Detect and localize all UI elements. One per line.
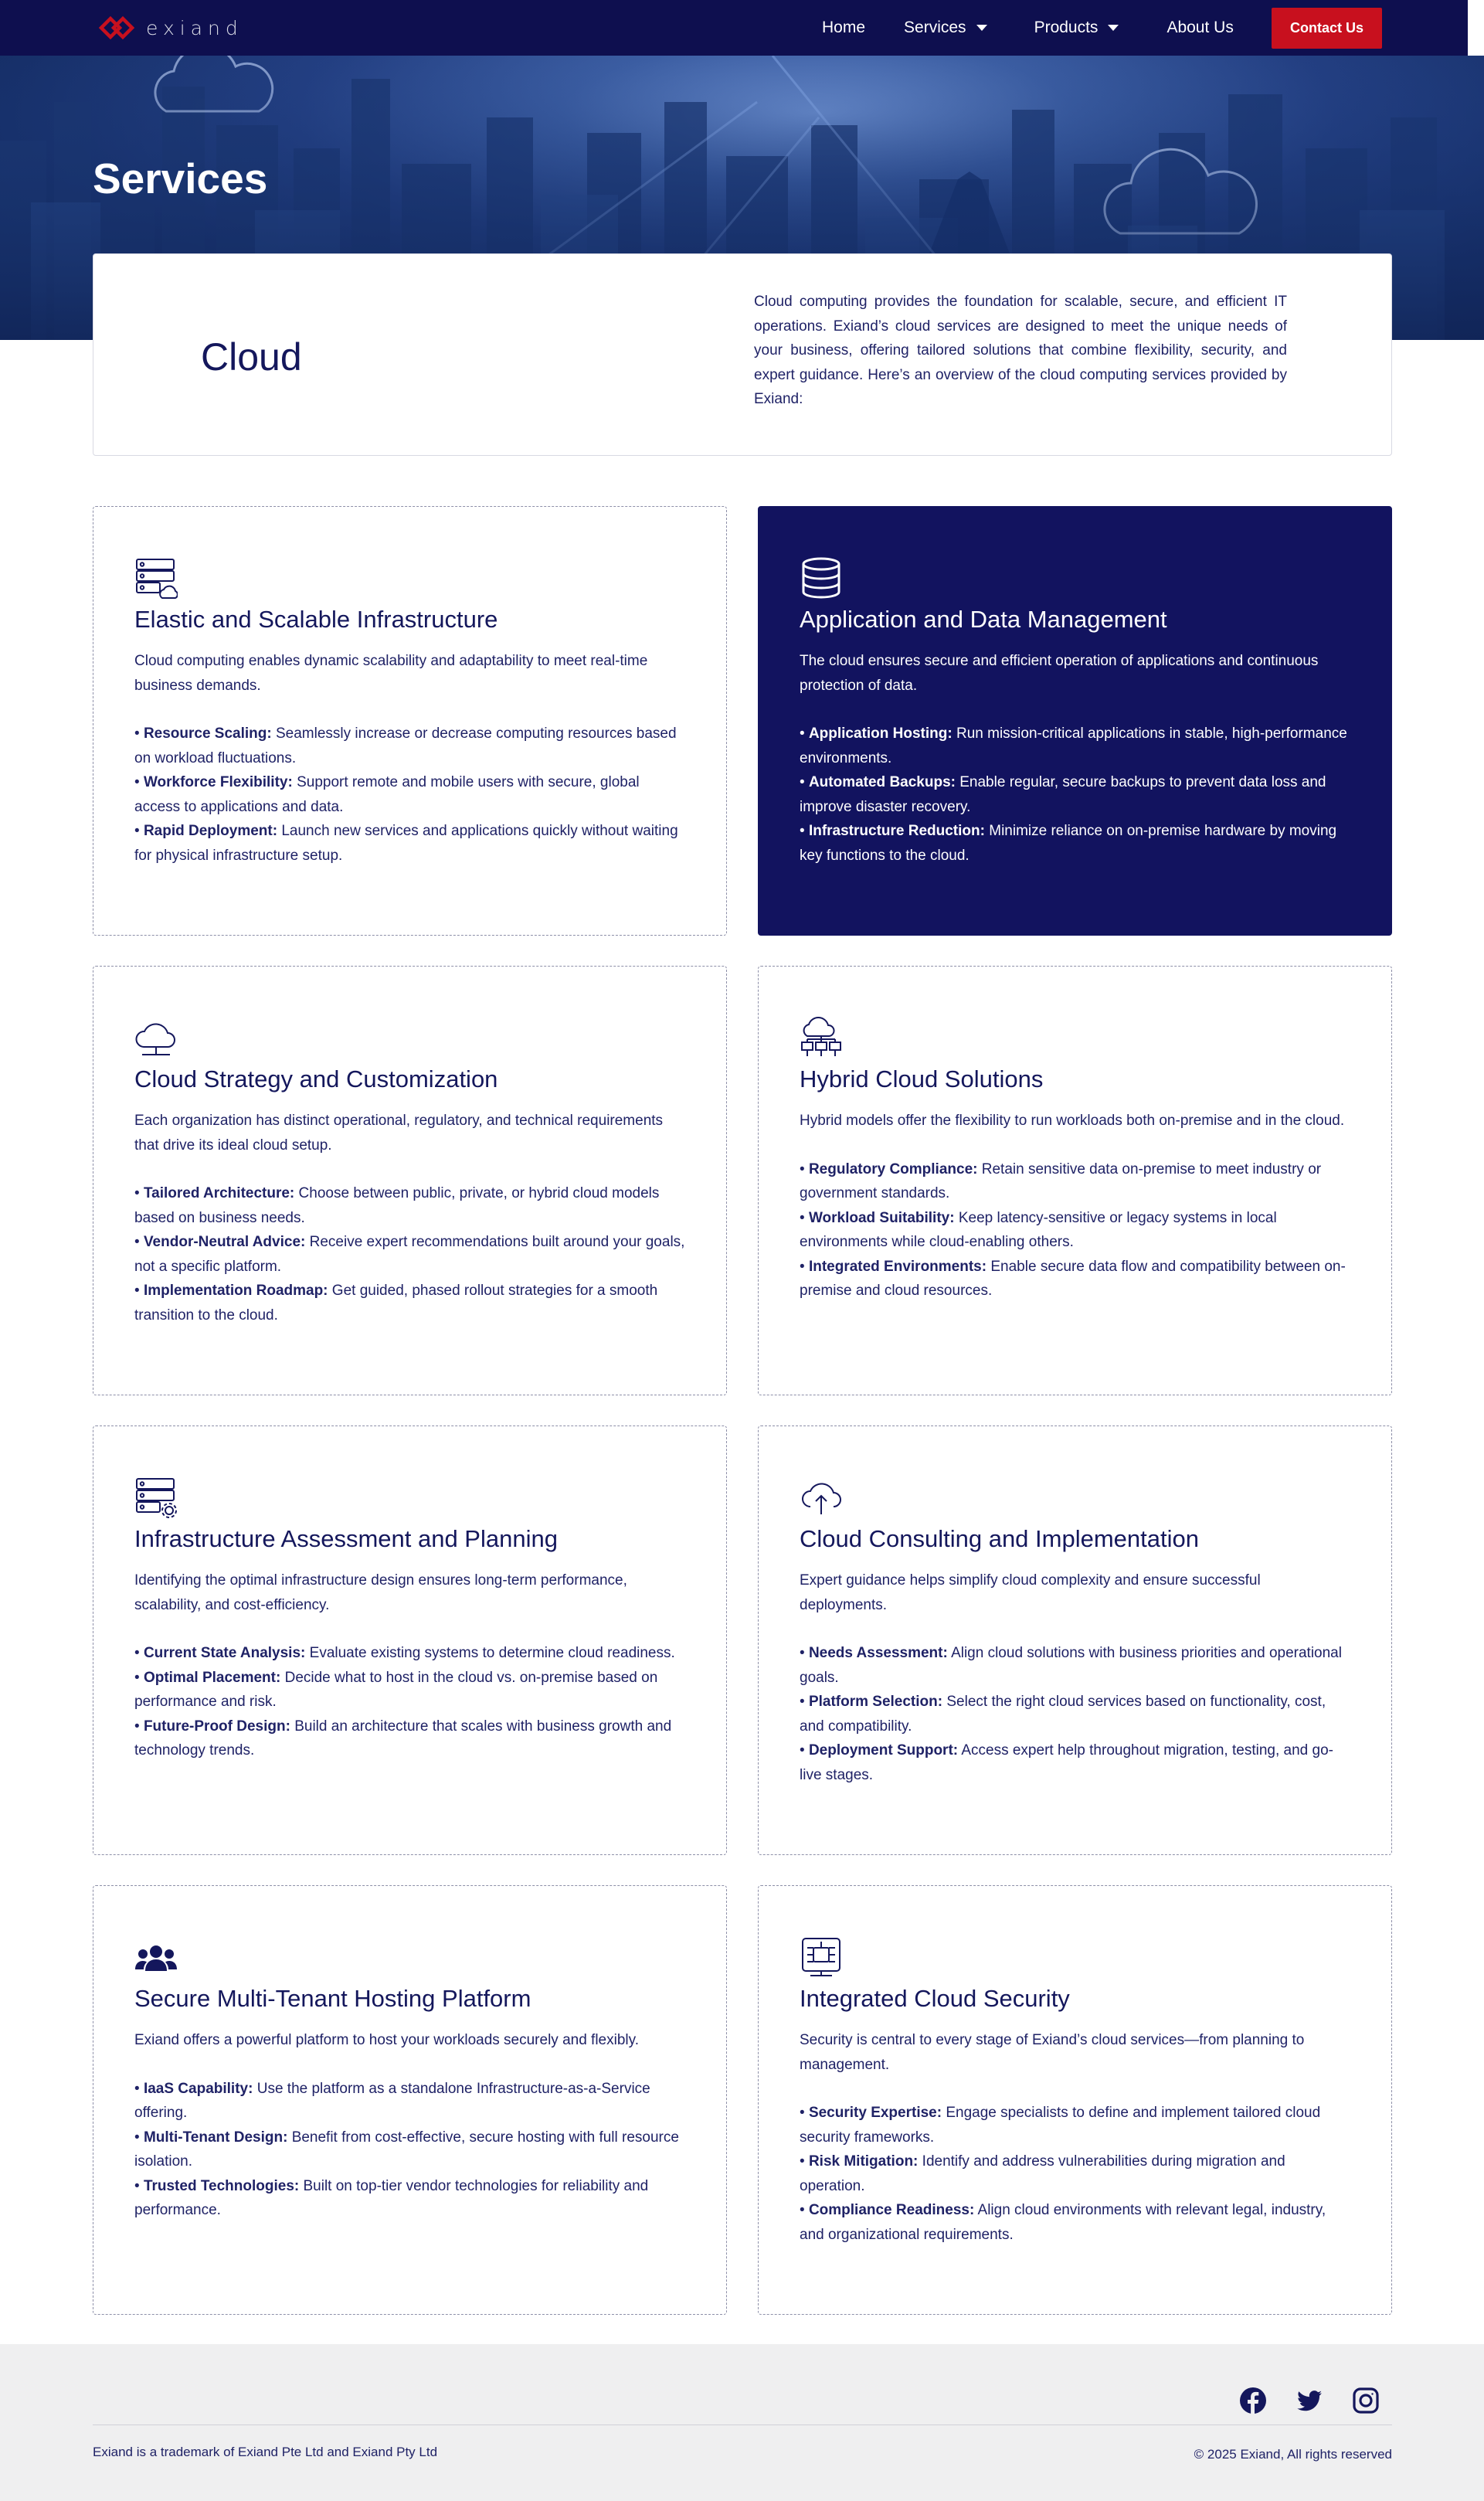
page-title: Services [93, 155, 268, 202]
list-item: • Security Expertise: Engage specialists to define and implement tailored cloud security frameworks. [800, 2105, 1321, 2146]
list-item: • Multi-Tenant Design: Benefit from cost-effective, secure hosting with full resource isolation. [134, 2129, 679, 2170]
contact-us-button[interactable]: Contact Us [1272, 8, 1382, 49]
bullet-term: Trusted Technologies: [143, 2177, 300, 2194]
list-item: • Resource Scaling: Seamlessly increase or decrease computing resources based on workload fluctuations. [134, 725, 677, 766]
service-card-assessment [93, 1426, 727, 1855]
card-bullet-list [134, 1641, 685, 1763]
card-title: Cloud Consulting and Implementation [800, 1525, 1199, 1552]
bullet-term: Integrated Environments: [808, 1258, 987, 1275]
bullet-text: Retain sensitive data on-premise to meet industry or government standards. [800, 1160, 1322, 1201]
nav-about[interactable] [1166, 19, 1233, 37]
list-item: • Workload Suitability: Keep latency-sensitive or legacy systems in local environments while cloud-enabling others. [800, 1209, 1277, 1250]
server-cloud-icon [134, 556, 178, 600]
chevron-down-icon [976, 25, 987, 31]
card-bullet-list [134, 722, 685, 868]
bullet-text: Keep latency-sensitive or legacy systems in local environments while cloud-enabling others. [800, 1209, 1277, 1250]
list-item: • Infrastructure Reduction: Minimize reliance on on-premise hardware by moving key functions to the cloud. [800, 823, 1337, 864]
bullet-text: Build an architecture that scales with business growth and technology trends. [134, 1718, 672, 1759]
bullet-text: Launch new services and applications quickly without waiting for physical infrastructure setup. [134, 823, 678, 864]
secure-chip-icon [800, 1935, 843, 1979]
bullet-term: Vendor-Neutral Advice: [143, 1234, 306, 1250]
card-bullet-list [800, 2101, 1350, 2247]
bullet-term: Future-Proof Design: [143, 1718, 290, 1735]
nav-home-label: Home [822, 19, 866, 36]
list-item: • Platform Selection: Select the right cloud services based on functionality, cost, and compatibility. [800, 1694, 1326, 1735]
bullet-text: Decide what to host in the cloud vs. on-premise based on performance and risk. [134, 1669, 658, 1710]
service-card-strategy [93, 966, 727, 1395]
nav-products-label: Products [1034, 19, 1099, 36]
bullet-text: Align cloud environments with relevant legal, industry, and organizational requirements. [800, 2202, 1326, 2243]
list-item: • Integrated Environments: Enable secure data flow and compatibility between on-premise and cloud resources. [800, 1258, 1346, 1299]
list-item: • Tailored Architecture: Choose between public, private, or hybrid cloud models based on business needs. [134, 1185, 660, 1226]
bullet-text: Choose between public, private, or hybrid cloud models based on business needs. [134, 1185, 660, 1226]
bullet-text: Built on top-tier vendor technologies for reliability and performance. [134, 2177, 649, 2218]
bullet-term: Regulatory Compliance: [808, 1160, 978, 1177]
server-gear-icon [134, 1476, 178, 1519]
card-description: Expert guidance helps simplify cloud complexity and ensure successful deployments. [800, 1572, 1261, 1613]
nav-services[interactable] [904, 19, 987, 37]
bullet-term: Tailored Architecture: [143, 1185, 295, 1201]
logo-diamond-icon [98, 11, 143, 45]
list-item: • Optimal Placement: Decide what to host in the cloud vs. on-premise based on performance and risk. [134, 1669, 658, 1710]
copyright-text: © 2025 Exiand, All rights reserved [1194, 2447, 1392, 2462]
bullet-text: Align cloud solutions with business priorities and operational goals. [800, 1645, 1342, 1686]
list-item: • Implementation Roadmap: Get guided, phased rollout strategies for a smooth transition to the cloud. [134, 1283, 658, 1324]
card-description: Security is central to every stage of Exiand’s cloud services—from planning to management. [800, 2032, 1305, 2073]
bullet-term: IaaS Capability: [143, 2080, 253, 2097]
bullet-term: Current State Analysis: [143, 1645, 306, 1661]
chevron-down-icon [1108, 25, 1119, 31]
service-card-hosting [93, 1885, 727, 2315]
service-card-elastic [93, 506, 727, 936]
card-description: The cloud ensures secure and efficient operation of applications and continuous protection of data. [800, 653, 1319, 694]
intro-card [93, 253, 1392, 456]
bullet-term: Needs Assessment: [808, 1645, 948, 1661]
list-item: • Current State Analysis: Evaluate existing systems to determine cloud readiness. [134, 1645, 675, 1661]
list-item: • Future-Proof Design: Build an architecture that scales with business growth and technology trends. [134, 1718, 672, 1759]
card-bullet-list [800, 1157, 1350, 1303]
bullet-text: Seamlessly increase or decrease computing resources based on workload fluctuations. [134, 725, 677, 766]
cloud-upload-icon [800, 1476, 843, 1519]
card-title: Elastic and Scalable Infrastructure [134, 606, 498, 633]
nav-products[interactable] [1034, 19, 1119, 37]
list-item: • Compliance Readiness: Align cloud environments with relevant legal, industry, and organizational requirements. [800, 2202, 1326, 2243]
logo-text: exiand [146, 16, 243, 39]
bullet-text: Evaluate existing systems to determine cloud readiness. [309, 1645, 675, 1661]
bullet-term: Workforce Flexibility: [143, 774, 293, 790]
bullet-term: Compliance Readiness: [808, 2202, 975, 2218]
bullet-term: Optimal Placement: [143, 1669, 281, 1686]
social-links [1239, 2387, 1380, 2414]
card-title: Hybrid Cloud Solutions [800, 1065, 1044, 1092]
bullet-text: Engage specialists to define and implement tailored cloud security frameworks. [800, 2105, 1321, 2146]
bullet-term: Platform Selection: [808, 1694, 943, 1710]
card-title: Cloud Strategy and Customization [134, 1065, 498, 1092]
list-item: • Vendor-Neutral Advice: Receive expert recommendations built around your goals, not a specific platform. [134, 1234, 685, 1275]
bullet-text: Support remote and mobile users with secure, global access to applications and data. [134, 774, 640, 815]
nav-about-label: About Us [1166, 19, 1234, 36]
service-card-consulting [758, 1426, 1392, 1855]
bullet-text: Receive expert recommendations built around your goals, not a specific platform. [134, 1234, 685, 1275]
list-item: • Deployment Support: Access expert help throughout migration, testing, and go-live stages. [800, 1742, 1333, 1783]
bullet-term: Security Expertise: [808, 2105, 942, 2121]
list-item: • Rapid Deployment: Launch new services and applications quickly without waiting for physical infrastructure setup. [134, 823, 678, 864]
card-description: Each organization has distinct operational, regulatory, and technical requirements that drive its ideal cloud setup. [134, 1113, 664, 1154]
card-bullet-list [800, 722, 1350, 868]
main-menu [822, 0, 1234, 56]
bullet-text: Get guided, phased rollout strategies for a smooth transition to the cloud. [134, 1283, 658, 1324]
card-title: Secure Multi-Tenant Hosting Platform [134, 1985, 531, 2012]
bullet-text: Use the platform as a standalone Infrastructure-as-a-Service offering. [134, 2080, 650, 2121]
twitter-icon[interactable] [1296, 2387, 1323, 2414]
list-item: • Risk Mitigation: Identify and address vulnerabilities during migration and operation. [800, 2153, 1285, 2194]
list-item: • IaaS Capability: Use the platform as a standalone Infrastructure-as-a-Service offering. [134, 2080, 650, 2121]
card-bullet-list [134, 1181, 685, 1327]
list-item: • Workforce Flexibility: Support remote and mobile users with secure, global access to applications and data. [134, 774, 640, 815]
list-item: • Automated Backups: Enable regular, secure backups to prevent data loss and improve disaster recovery. [800, 774, 1326, 815]
list-item: • Needs Assessment: Align cloud solutions with business priorities and operational goals. [800, 1645, 1342, 1686]
bullet-term: Rapid Deployment: [143, 823, 278, 839]
bullet-text: Enable regular, secure backups to prevent data loss and improve disaster recovery. [800, 774, 1326, 815]
bullet-text: Run mission-critical applications in stable, high-performance environments. [800, 725, 1347, 766]
card-title: Infrastructure Assessment and Planning [134, 1525, 558, 1552]
bullet-term: Application Hosting: [808, 725, 953, 742]
bullet-term: Multi-Tenant Design: [143, 2129, 288, 2146]
service-card-app-data [758, 506, 1392, 936]
nav-home[interactable] [822, 19, 865, 37]
card-description: Hybrid models offer the flexibility to run workloads both on-premise and in the cloud. [800, 1113, 1345, 1129]
card-bullet-list [800, 1641, 1350, 1787]
card-title: Application and Data Management [800, 606, 1167, 633]
database-icon [800, 556, 843, 600]
trademark-text: Exiand is a trademark of Exiand Pte Ltd and Exiand Pty Ltd [93, 2445, 438, 2459]
bullet-text: Identify and address vulnerabilities during migration and operation. [800, 2153, 1285, 2194]
bullet-term: Workload Suitability: [808, 1209, 955, 1226]
bullet-text: Enable secure data flow and compatibility between on-premise and cloud resources. [800, 1258, 1346, 1299]
bullet-term: Risk Mitigation: [808, 2153, 919, 2170]
list-item: • Trusted Technologies: Built on top-tier vendor technologies for reliability and performance. [134, 2177, 649, 2218]
bullet-term: Resource Scaling: [143, 725, 272, 742]
users-icon [134, 1935, 178, 1979]
bullet-text: Benefit from cost-effective, secure hosting with full resource isolation. [134, 2129, 679, 2170]
bullet-term: Automated Backups: [808, 774, 956, 790]
bullet-term: Implementation Roadmap: [143, 1283, 328, 1299]
intro-description: Cloud computing provides the foundation for scalable, secure, and efficient IT operations. Exiand’s cloud services are designed to meet the unique needs of your business, offering tailored solutions that combine flexibility, security, and expert guidance. Here’s an overview of the cloud computing services provided by Exiand: [754, 294, 1287, 407]
list-item: • Regulatory Compliance: Retain sensitive data on-premise to meet industry or government standards. [800, 1160, 1322, 1201]
cloud-network-icon [134, 1016, 178, 1059]
card-description: Exiand offers a powerful platform to host your workloads securely and flexibly. [134, 2032, 640, 2048]
service-card-security [758, 1885, 1392, 2315]
site-footer [0, 2344, 1484, 2501]
intro-title: Cloud [201, 335, 302, 379]
card-description: Identifying the optimal infrastructure design ensures long-term performance, scalability, and cost-efficiency. [134, 1572, 627, 1613]
facebook-icon[interactable] [1239, 2387, 1267, 2414]
list-item: • Application Hosting: Run mission-critical applications in stable, high-performance environments. [800, 725, 1347, 766]
bullet-text: Access expert help throughout migration, testing, and go-live stages. [800, 1742, 1333, 1783]
exiand-logo[interactable] [98, 11, 243, 45]
bullet-text: Select the right cloud services based on functionality, cost, and compatibility. [800, 1694, 1326, 1735]
bullet-text: Minimize reliance on on-premise hardware by moving key functions to the cloud. [800, 823, 1337, 864]
card-title: Integrated Cloud Security [800, 1985, 1070, 2012]
card-bullet-list [134, 2077, 685, 2223]
top-navbar [0, 0, 1468, 56]
nav-services-label: Services [904, 19, 966, 36]
card-description: Cloud computing enables dynamic scalability and adaptability to meet real-time business demands. [134, 653, 648, 694]
bullet-term: Deployment Support: [808, 1742, 959, 1759]
hybrid-cloud-icon [800, 1016, 843, 1059]
instagram-icon[interactable] [1352, 2387, 1380, 2414]
bullet-term: Infrastructure Reduction: [808, 823, 985, 839]
service-card-hybrid [758, 966, 1392, 1395]
